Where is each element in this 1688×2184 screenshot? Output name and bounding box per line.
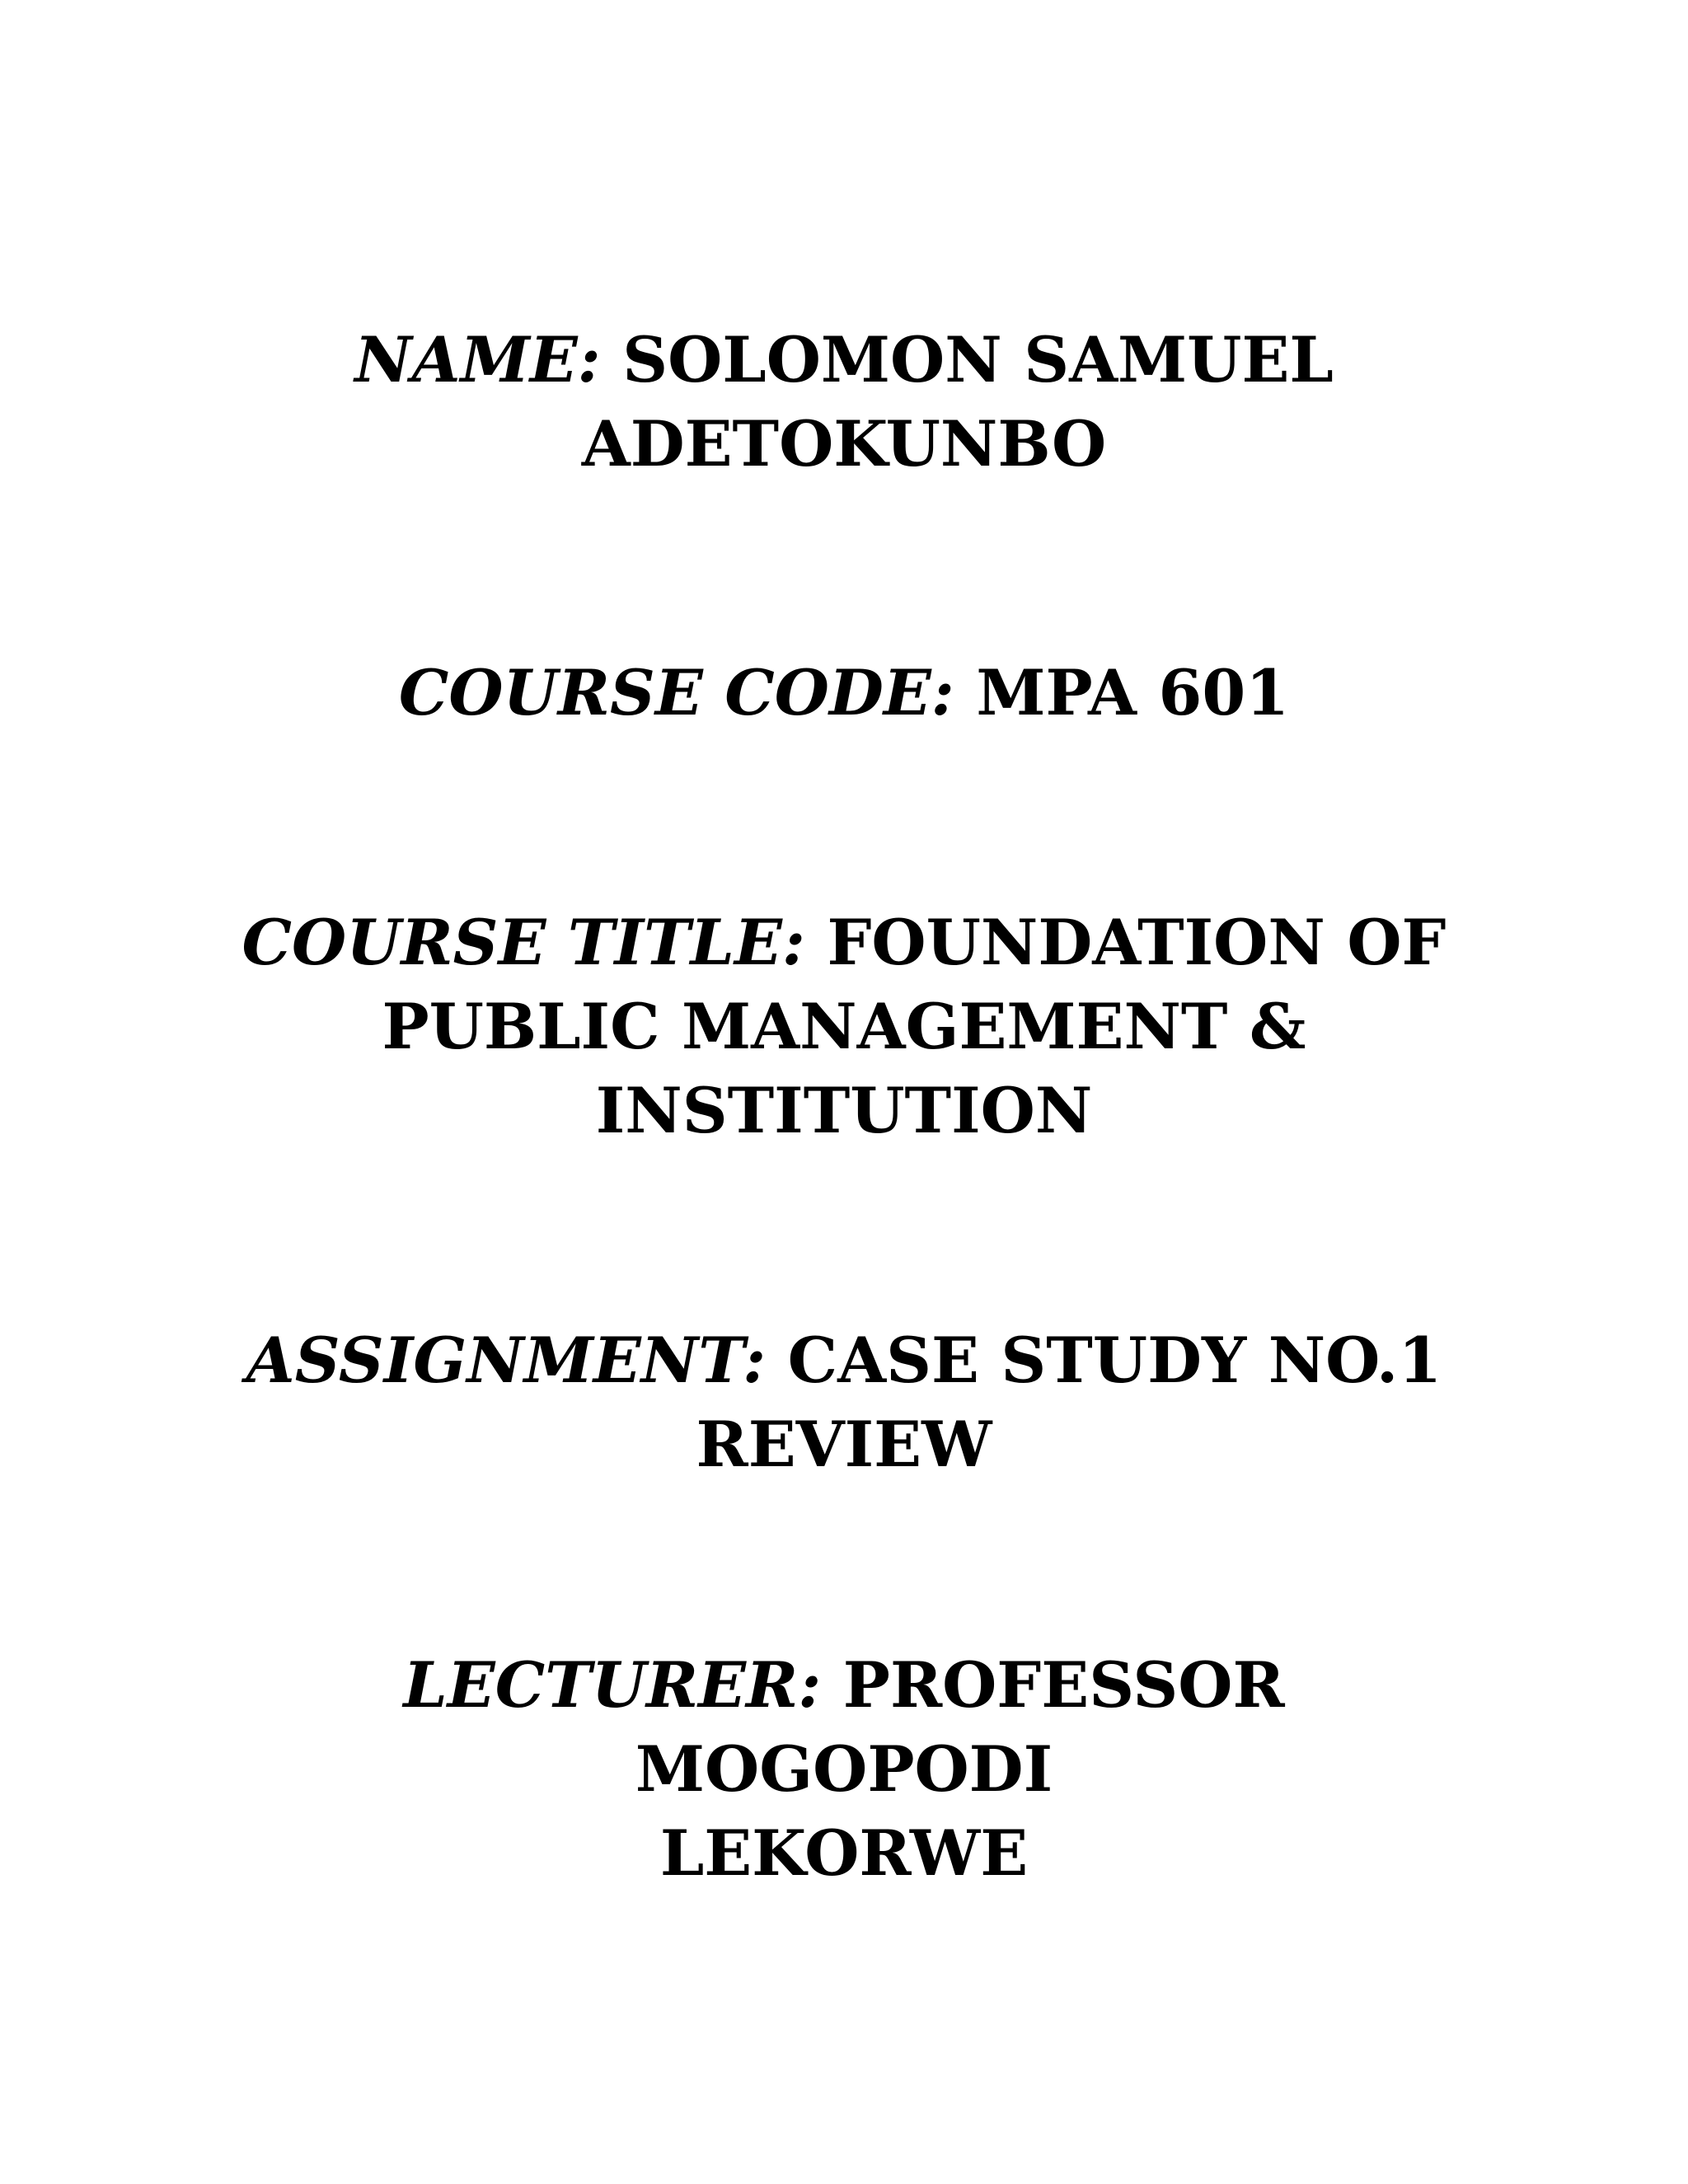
course-code-label: COURSE CODE: [398, 656, 954, 729]
course-title-value-part-1: FOUNDATION OF [827, 906, 1447, 979]
lecturer-line-1 [185, 1643, 1503, 1811]
course-code-value: MPA 601 [976, 656, 1290, 729]
course-title-entry [185, 901, 1503, 1153]
course-title-value-part-2: PUBLIC MANAGEMENT & [382, 990, 1306, 1063]
assignment-value-part-1: CASE STUDY NO.1 [787, 1324, 1442, 1397]
lecturer-value-part-2: LEKORWE [659, 1816, 1029, 1890]
lecturer-value-part-1: PROFESSOR MOGOPODI [635, 1648, 1285, 1806]
assignment-value-part-2: REVIEW [696, 1408, 992, 1481]
name-entry [185, 318, 1503, 486]
name-value-part-2: ADETOKUNBO [581, 407, 1107, 480]
name-line-1 [185, 318, 1503, 402]
name-label: NAME: [354, 323, 601, 396]
course-code-line [185, 651, 1503, 735]
course-title-line-1 [185, 901, 1503, 985]
assignment-entry [185, 1319, 1503, 1487]
name-value-part-1: SOLOMON SAMUEL [622, 323, 1334, 396]
course-title-value-part-3: INSTITUTION [595, 1074, 1093, 1147]
course-title-label: COURSE TITLE: [241, 906, 805, 979]
course-code-entry [185, 651, 1503, 735]
lecturer-label: LECTURER: [403, 1648, 822, 1722]
assignment-line-1 [185, 1319, 1503, 1403]
assignment-label: ASSIGNMENT: [246, 1324, 767, 1397]
lecturer-entry [185, 1643, 1503, 1896]
